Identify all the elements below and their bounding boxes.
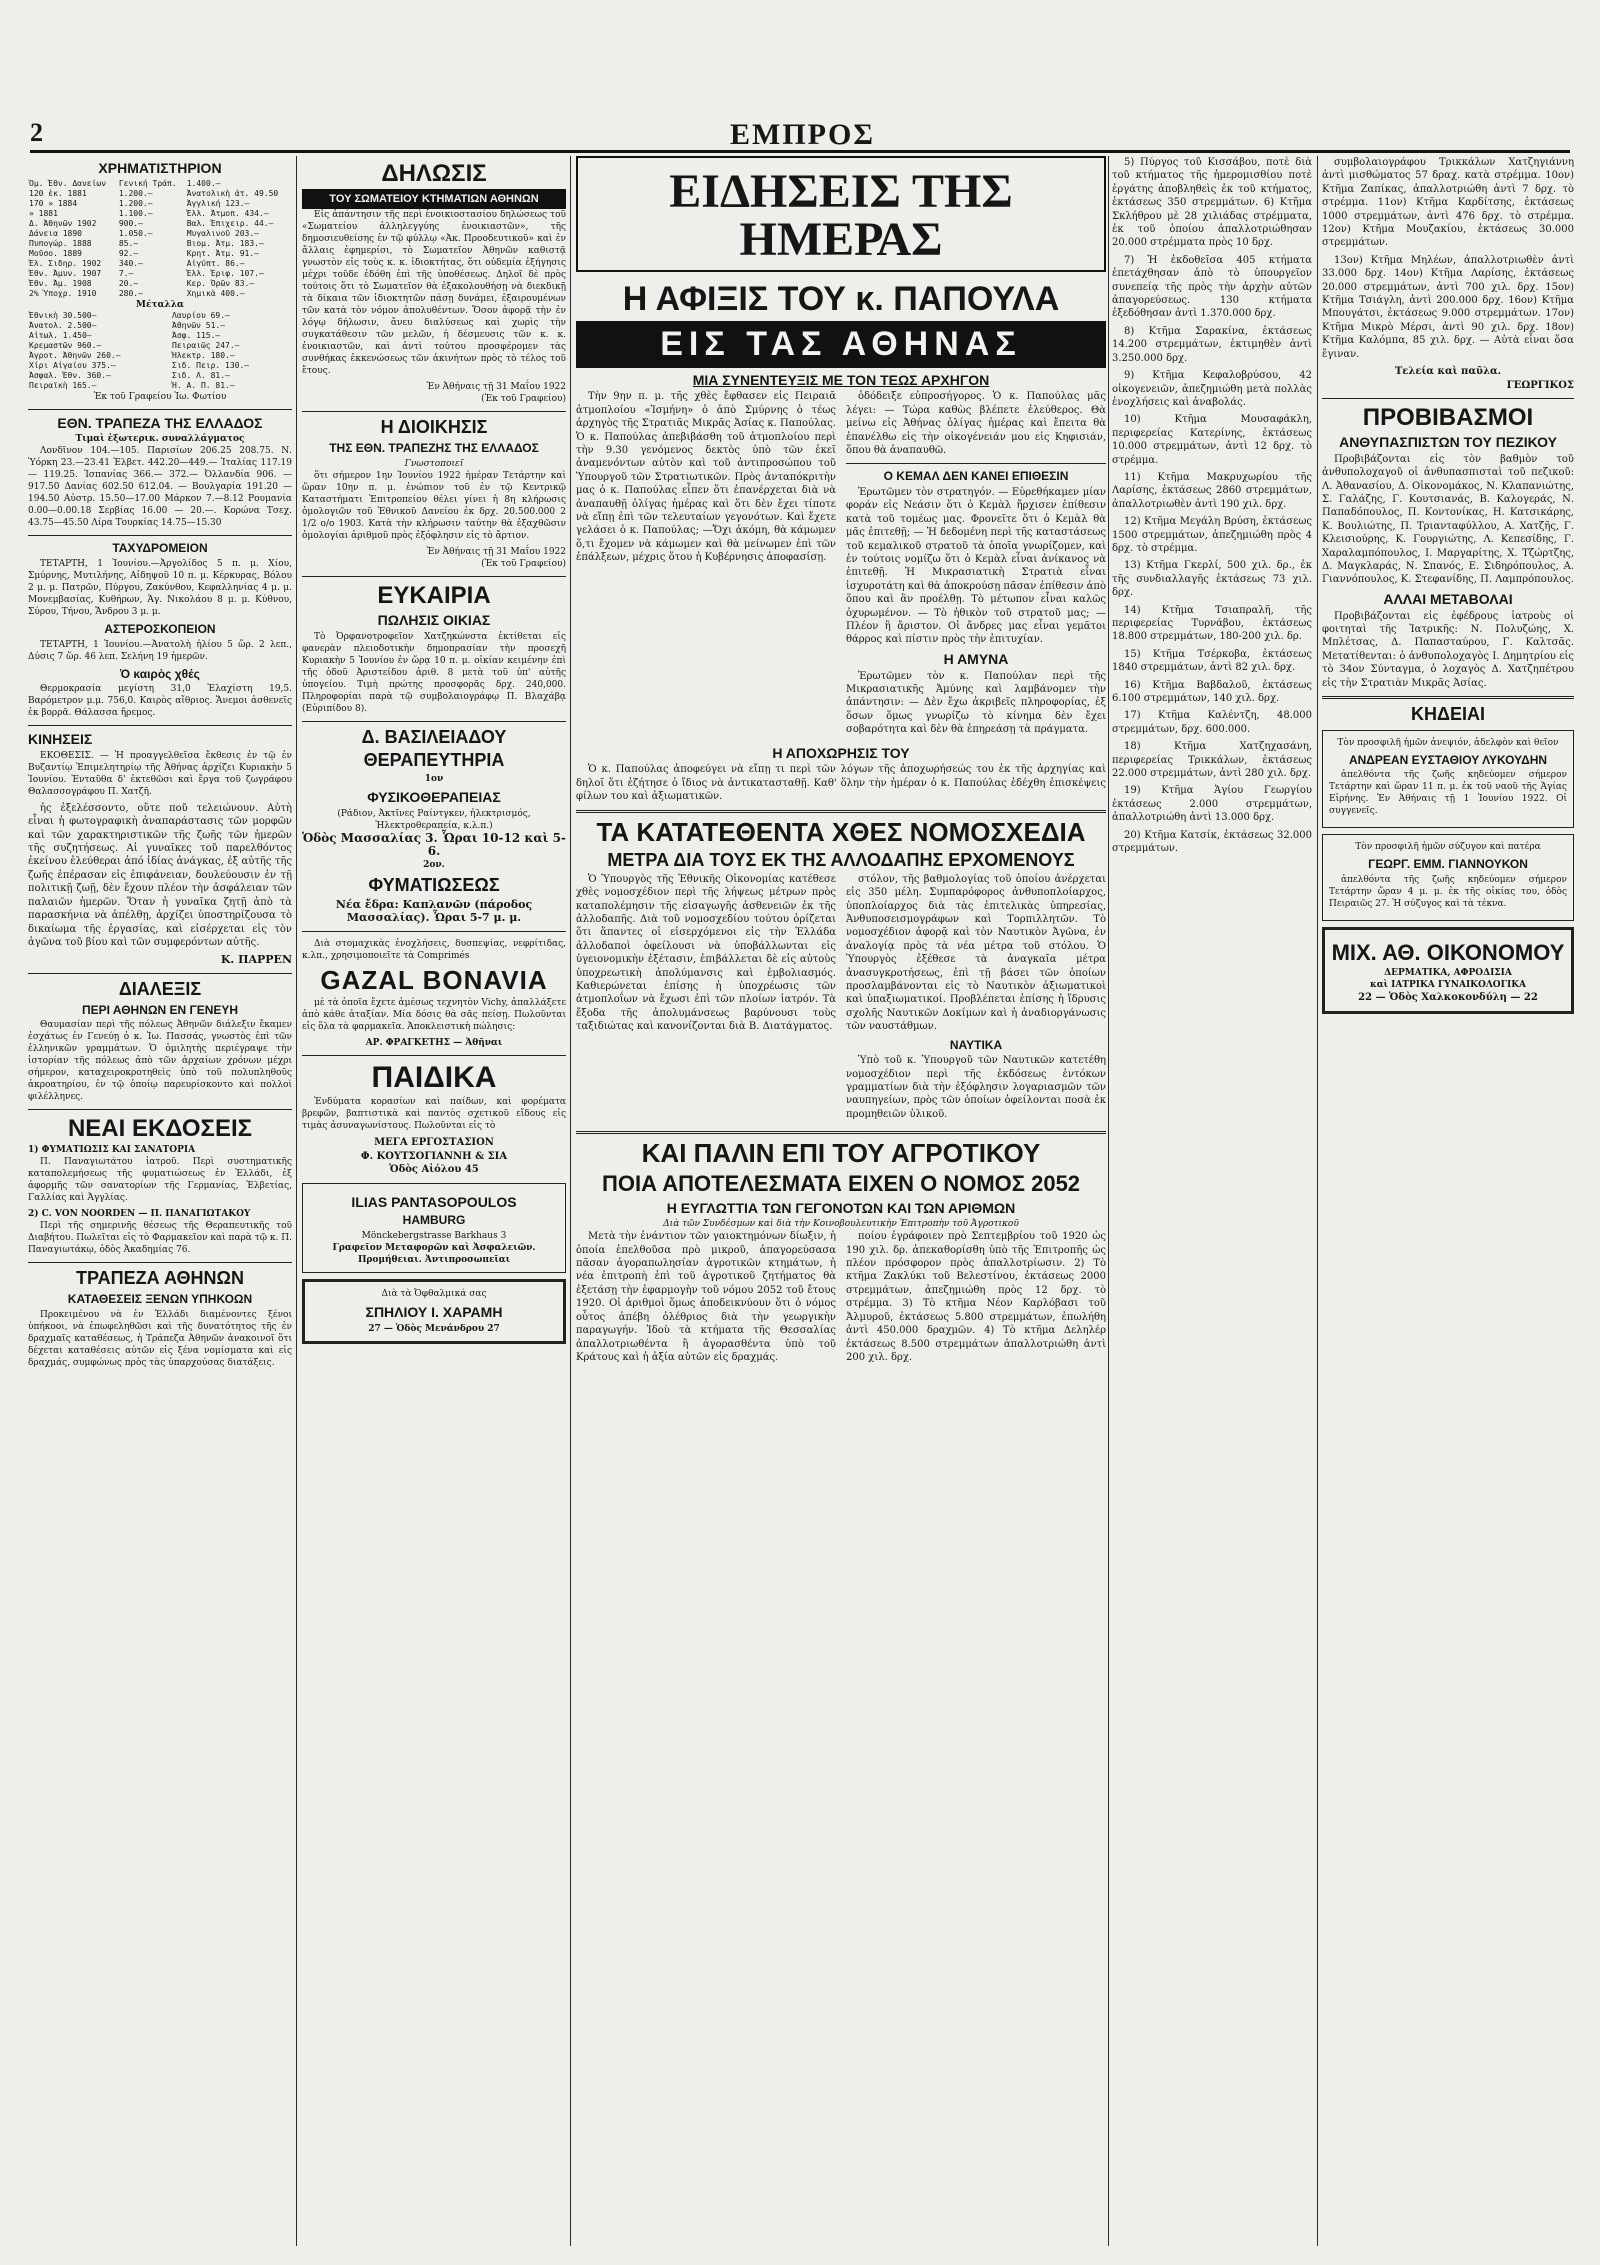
agri-text-right: ποίου ἐγράφοιεν πρὸ Σεπτεμβρίου τοῦ 1920 ὡς 190 χιλ. δρ. ἀπεκαθορίσθη ὑπὸ τῆς Ἐπιτροπῆς ὡς πλέον πρόσφορον πρὸς ἀπαλλοτρίωσιν. 2) Τὸ κτῆμα Ζακλύκι τοῦ Βελεστίνου, ἐκτάσεως 2000 στρεμμάτων, ἀπεζημιώθη πρὸς 12 δρχ. τὸ στρέμμα. 3) Τὸ κτῆμα Νέον Καρλόβασι τοῦ Ἀλμυροῦ, ἐκτάσεως 5.800 στρεμμάτων, ἐπωλήθη ἀντὶ 450.000 δραχμῶν. 4) Τὸ κτῆμα Δεληλέρ ἐκτάσεως 8.500 στρεμμάτων ἀπαλλοτριώθη ἀντὶ 200 χιλ. δρχ. — [846, 1231, 1106, 1363]
promotions-text: Προβιβάζονται εἰς τὸν βαθμὸν τοῦ ἀνθυπολοχαγοῦ οἱ ἀνθυπασπισταὶ τοῦ πεζικοῦ: Λ. Ἀθανασίου, Δ. Οἰκονομάκος, Ν. Κλαπανιώτης, Σ. Γαλάζης, Γ. Κουτσιανάς, Β. Καλογεράς, Ν. Παπαδόπουλος, Π. Κοντονίκας, Η. Κατσικάρης, Κ. Βουλιώτης, Π. Τριανταφύλλου, Α. Χατζῆς, Γ. Κλεισιούρης, Κ. Γουργιώτης, Λ. Κεπεσίδης, Γ. Χαραλαμπόπουλος, Ι. Μαργαρίτης, Χ. Τζώρτζης, Δ. Μαγκλαράς, Ν. Σπανός, Ε. Σιδηρόπουλος, Α. Γιαννόπουλος, Κ. Στεφανίδης, Π. Λαμπρόπουλος. — [1322, 453, 1574, 586]
astro-text: ΤΕΤΑΡΤΗ, 1 Ἰουνίου.—Ἀνατολὴ ἡλίου 5 ὥρ. 2 λεπ., Δύσις 7 ὥρ. 46 λεπ. Σελήνη 19 ἡμερῶν. — [28, 639, 292, 662]
bourse-cell: Ἐθν. Ἀμ. 1908 — [29, 278, 92, 288]
bourse-cell: 1.050.— — [118, 228, 153, 238]
toys-title: ΠΑΙΔΙΚΑ — [371, 1060, 497, 1094]
bourse-row — [28, 371, 292, 381]
sale-subtitle: ΠΩΛΗΣΙΣ ΟΙΚΙΑΣ — [377, 611, 491, 628]
agri-subtitle: ΠΟΙΑ ΑΠΟΤΕΛΕΣΜΑΤΑ ΕΙΧΕΝ Ο ΝΟΜΟΣ 2052 — [601, 1171, 1081, 1197]
bank-title: ΕΘΝ. ΤΡΑΠΕΖΑ ΤΗΣ ΕΛΛΑΔΟΣ — [57, 414, 263, 431]
estate-item: 13) Κτῆμα Γκερλί, 500 χιλ. δρ., ἐκ τῆς συνδιαλλαγῆς ἐκτάσεως 73 χιλ. δρχ. — [1112, 560, 1312, 599]
doctor-title: Δ. ΒΑΣΙΛΕΙΑΔΟΥ — [361, 726, 507, 747]
bourse-footer: Ἐκ τοῦ Γραφείου Ἰω. Φωτίου — [93, 391, 227, 402]
bourse-cell: 340.— — [118, 258, 143, 268]
doctor-address: Ὁδὸς Μασσαλίας 3. Ὧραι 10-12 καὶ 5-6. — [302, 831, 566, 859]
changes-text: Προβιβάζονται εἰς ἐφέδρους ἰατροὺς οἱ φοιτηταὶ τῆς Ἰατρικῆς: Ν. Πολυζώης, Χ. Μπλέτσας, Δ. Παπασταύρου, Γ. Καλτσᾶς. Μετατίθενται: ὁ ἀνθυπολοχαγὸς Ι. Δημητρίου εἰς τὸ 34ον Σύνταγμα, ὁ λοχαγὸς Δ. Χατζηπέτρου εἰς τὴν Στρατιὰν Μικρᾶς Ἀσίας. — [1322, 610, 1574, 689]
story-text: ἡς ἐξελέσσοντο, οὔτε ποῦ τελειώνουν. Αὐτὴ εἶναι ἡ φωτογραφικὴ ἀναπαράστασις τῶν μορφῶν καὶ τῶν χαρακτηριστικῶν τῆς ζωῆς τῶν ἡμερῶν τῆς συζητήσεως. Αἱ γυναῖκες τοῦ παρελθόντος ἐκείνου ἐλεύθεραι ἀπό ἰδίας ἀνάγκας, ἐξ αὐτῆς τῆς ζωῆς ἐπέρασαν εἰς ἐπιφάνειαν, δουλεύουσιν ἐν τῇ πολιτικῇ ζωῇ, δὲν ἔχουν πλέον τὴν ἀσφάλειαν τῶν παλαιῶν ἡμερῶν. Ὅταν ἡ γυναῖκα ζητῇ ἀπὸ τὰ παρασκήνια νὰ ἀπέλθῃ, ἀρχίζει ὑποστηρίζουσα τὸ δικαίωμα τῆς ἐργασίας, καὶ εἰσέρχεται εἰς τὸν ἀγῶνα τοῦ βίου καὶ τῶν συμφερόντων αὐτῆς. — [28, 802, 292, 948]
admin-subtitle-2: Γνωστοποιεῖ — [404, 458, 464, 469]
lecture-subtitle: ΠΕΡΙ ΑΘΗΝΩΝ ΕΝ ΓΕΝΕΥΗ — [81, 1002, 239, 1017]
resign-text: Ὁ κ. Παπούλας ἀποφεύγει νὰ εἴπῃ τι περὶ τῶν λόγων τῆς ἀποχωρήσεώς του ἐκ τῆς ἀρχηγίας καὶ δηλοῖ ὅτι ἐζήτησε ὁ ἴδιος νὰ ἀντικατασταθῇ. Καθ' ὅλην τὴν ἡμέραν ὁ κ. Παπούλας ἐδέχθη ἐπισκέψεις φίλων του καὶ ἀξιωματικῶν. — [576, 764, 1106, 803]
headline-3: ΜΙΑ ΣΥΝΕΝΤΕΥΞΙΣ ΜΕ ΤΟΝ ΤΕΩΣ ΑΡΧΗΓΟΝ — [692, 371, 990, 388]
column-5 — [1322, 156, 1574, 2246]
estate-item: 20) Κτῆμα Κατσίκ, ἐκτάσεως 32.000 στρεμμάτων. — [1112, 829, 1312, 855]
post-title: ΤΑΧΥΔΡΟΜΕΙΟΝ — [112, 541, 208, 556]
bank-subtitle: Τιμαὶ ἐξωτερικ. συναλλάγματος — [75, 434, 245, 445]
lecture-title: ΔΙΑΛΕΞΙΣ — [118, 978, 202, 999]
estates-tail: Τελεία καὶ παῦλα. — [1394, 366, 1502, 378]
funeral-notice-1 — [1322, 730, 1574, 829]
doctor-ad-spec: ΔΕΡΜΑΤΙΚΑ, ΑΦΡΟΔΙΣΙΑ — [1384, 968, 1512, 979]
bourse-cell: Χημικὰ 400.— — [186, 288, 245, 298]
doctor-line-1: 1ον — [424, 774, 444, 785]
bourse-cell: Ἐλλ. Ἐριφ. 107.— — [186, 268, 264, 278]
promotions-subtitle: ΑΝΘΥΠΑΣΠΙΣΤΩΝ ΤΟΥ ΠΕΖΙΚΟΥ — [1339, 434, 1557, 451]
column-2 — [302, 156, 566, 2246]
column-rule — [296, 156, 297, 2246]
lecture-text: Θαυμασίαν περὶ τῆς πόλεως Ἀθηνῶν διάλεξιν ἔκαμεν ἐσχάτως ἐν Γενεύῃ ὁ κ. Ἰω. Πασσάς, γνωστὸς ἐπὶ τῶν ἑλληνικῶν γραμμάτων. Ὁ ὁμιλητὴς περιέγραψε τὴν ἱστορίαν τῆς πόλεως ἀπὸ τῶν ἀρχαίων χρόνων μέχρι σήμερον, καταχειροκροτηθεὶς ὑπὸ τοῦ πολυπληθοῦς ἀκροατηρίου, ἐν τῷ ὁποίῳ παρευρίσκοντο καὶ πολλοὶ φιλέλληνες. — [28, 1020, 292, 1103]
bourse-cell: Ἐθνικὴ 30.500— — [29, 310, 97, 320]
bourse-cell: Ἀγροτ. Ἀθηνῶν 260.— — [29, 350, 121, 360]
page-header — [30, 118, 1570, 153]
bourse-cell: Αἰγύπτ. 86.— — [186, 258, 245, 268]
masthead: ΕΜΠΡΟΣ — [730, 118, 875, 151]
bourse-table-2 — [28, 311, 292, 391]
bourse-cell: Ἀγγλική 123.— — [186, 198, 250, 208]
bourse-table — [28, 179, 292, 299]
bills-text-left: Ὁ Ὑπουργὸς τῆς Ἐθνικῆς Οἰκονομίας κατέθεσε χθὲς νομοσχέδιον περὶ τῆς λήψεως μέτρων πρὸς καταπολέμησιν τῆς εἰσαγωγῆς ἀσθενειῶν ἐκ τῆς ἀλλοδαπῆς. Διὰ τοῦ νομοσχεδίου τούτου ὁρίζεται ὅτι ἅπαντες οἱ εἰσερχόμενοι εἰς τὴν Ἑλλάδα ἀλλοδαποὶ ὀφείλουσι νὰ ὑποβάλλωνται εἰς ὑγειονομικὴν ἐξέτασιν, ἐπιβάλλεται δὲ εἰς αὐτοὺς ὑποχρεωτικὴ ἀπολύμανσις καὶ ἐμβολιασμός. Καθιερώνεται ἐπίσης ἡ ὑποχρέωσις τῶν ἀτμοπλοΐων νὰ ἔχωσι ἐπὶ τῶν πλοίων ἰατρόν. Τὰ ἔξοδα τῆς ἀπολυμάνσεως βαρύνουσι τοὺς ταξιδιώτας καὶ κανονίζονται διὰ Β. Διατάγματος. — [576, 873, 836, 1033]
naval-title: ΝΑΥΤΙΚΑ — [949, 1037, 1003, 1052]
toys-text: Ἐνδύματα κορασίων καὶ παίδων, καὶ φορέματα βρεφῶν, βαπτιστικὰ καὶ παντὸς σχετικοῦ εἴδους εἰς τιμὰς ἀσυναγωνίστους. Πωλοῦνται εἰς τὸ — [302, 1097, 566, 1132]
doctor-ad-name: ΜΙΧ. ΑΘ. ΟΙΚΟΝΟΜΟΥ — [1331, 940, 1565, 966]
bourse-row — [28, 341, 292, 351]
bills-title: ΤΑ ΚΑΤΑΤΕΘΕΝΤΑ ΧΘΕΣ ΝΟΜΟΣΧΕΔΙΑ — [596, 816, 1086, 847]
bourse-cell: Ἀσφαλ. Ἐθν. 360.— — [29, 370, 111, 380]
funeral-2-intro: Τὸν προσφιλῆ ἡμῶν σύζυγον καὶ πατέρα — [1355, 842, 1541, 853]
doctor-line-2: ΦΥΣΙΚΟΘΕΡΑΠΕΙΑΣ — [367, 789, 501, 806]
lead-text-left: Τὴν 9ην π. μ. τῆς χθὲς ἔφθασεν εἰς Πειραιᾶ ἀτμοπλοίου «Ἰσμήνη» ὁ ἀπὸ Σμύρνης ὁ τέως ἀρχηγὸς τῆς Στρατιᾶς Μικρᾶς Ἀσίας κ. Παπούλας. Ὁ κ. Παπούλας ἀπεβιβάσθη τοῦ ἀτμοπλοίου περὶ τὴν 9.30 γενόμενος δεκτὸς ὑπὸ τῶν ἐκεῖ ἀναμενόντων αὐτὸν καὶ τοῦ ἀντιπροσώπου τοῦ Ὑπουργοῦ τῶν Στρατιωτικῶν. Πρὸς ἀνταπόκριτὴν μας ὁ κ. Παπούλας εἶπεν ὅτι ἐπανέρχεται διὰ νὰ ἀναπαυθῇ ὀλίγας ἡμέρας καὶ ὅτι δὲν ἔχει τίποτε νὰ εἴπῃ ἐπὶ τῶν τελευταίων γεγονότων. Καὶ ἔχετε γελάσει ὁ κ. Παπούλας; —Ὄχι ἀκόμη, θὰ κάμωμεν ὅ,τι ἔχομεν νὰ κάμωμεν καὶ θὰ μείνωμεν ἐπὶ τῶν ἐπάλξεων, μέχρις ὅτου ἡ Κυβέρνησις ἀποφασίσῃ. — [576, 391, 836, 564]
admin-subtitle: ΤΗΣ ΕΘΝ. ΤΡΑΠΕΖΗΣ ΤΗΣ ΕΛΛΑΔΟΣ — [329, 441, 539, 456]
post-text: ΤΕΤΑΡΤΗ, 1 Ἰουνίου.—Ἀργολίδος 5 π. μ. Χίου, Σμύρνης, Μυτιλήνης, Αἰδηψοῦ 10 π. μ. Κέρκυρας, Βόλου 2 μ. μ. Πατρῶν, Πύργου, Ζακύνθου, Κεφαλληνίας 4 μ. μ. Μονεμβασίας, Κυθήρων, Ἁγ. Νικολάου 8 μ. μ. Κύθνου, Σύρου, Τήνου, Ἄνδρου 3 μ. μ. — [28, 558, 292, 617]
doctor-line-3: 2ον. — [423, 859, 445, 870]
bourse-cell: Πυπογώρ. 1888 — [29, 238, 92, 248]
agri-story — [576, 1230, 1106, 1368]
ilias-address: Mönckebergstrasse Barkhaus 3 — [361, 1230, 507, 1241]
bourse-row — [28, 189, 292, 199]
headline-1: Η ΑΦΙΞΙΣ ΤΟΥ κ. ΠΑΠΟΥΛΑ — [622, 280, 1060, 318]
column-rule — [1317, 156, 1318, 2246]
funeral-1-text: ἀπελθόντα τῆς ζωῆς κηδεύομεν σήμερον Τετάρτην καὶ ὥραν 11 π. μ. ἐκ τοῦ ναοῦ τῆς Ἁγίας Εἰρήνης. Ἐν Ἀθήναις τῇ 1 Ἰουνίου 1922. Οἱ συγγενεῖς. — [1329, 770, 1567, 817]
bourse-cell: Πειραϊκὴ 165.— — [29, 380, 97, 390]
bourse-cell: Μυγαλινοῦ 203.— — [186, 228, 259, 238]
funeral-1-name: ΑΝΔΡΕΑΝ ΕΥΣΤΑΘΙΟΥ ΛΥΚΟΥΔΗΝ — [1348, 752, 1548, 767]
bills-subtitle: ΜΕΤΡΑ ΔΙΑ ΤΟΥΣ ΕΚ ΤΗΣ ΑΛΛΟΔΑΠΗΣ ΕΡΧΟΜΕΝΟΥΣ — [607, 849, 1075, 870]
bourse-cell: Δ. Ἀθηνῶν 1902 — [29, 218, 97, 228]
resign-title: Η ΑΠΟΧΩΡΗΣΙΣ ΤΟΥ — [772, 744, 910, 761]
estate-item: 10) Κτῆμα Μουσαφάκλη, περιφερείας Κατερίνης, ἐκτάσεως 10.000 στρεμμάτων, ἀντὶ 12 δρχ. τὸ στρέμμα. — [1112, 414, 1312, 466]
funerals-title: ΚΗΔΕΙΑΙ — [1411, 703, 1485, 724]
headline-2: ΕΙΣ ΤΑΣ ΑΘΗΝΑΣ — [576, 321, 1106, 368]
kemal-text: Ἐρωτῶμεν τὸν στρατηγόν. — Εὑρεθήκαμεν μίαν φοράν εἰς Νεάσιν ὅτι ὁ Κεμὰλ ἤρχισεν ἐπίθεσιν κατὰ τοῦ τομέως μας. Φρονεῖτε ὅτι ὁ Κεμὰλ θὰ μᾶς ἐπιτεθῇ; — Ἡ δεδομένη περὶ τῆς καταστάσεως τοῦ κεμαλικοῦ στρατοῦ τὰ ὁποῖα γνωρίζομεν, καὶ ἐν τούτοις νομίζω ὅτι ὁ Κεμὰλ εἶναι ἀνίκανος νὰ ἐπιτεθῇ. Ἡ Μικρασιατικὴ Στρατιὰ εἶναι ἰσχυροτάτη καὶ θὰ ἀποκρούσῃ πᾶσαν ἐπίθεσιν ἀπὸ ὅπου καὶ ἂν προέλθῃ. Τὸ μέτωπον εἶναι καλῶς ὀχυρωμένον. — Τὸ ἠθικὸν τοῦ στρατοῦ μας; — Πλέον ἢ ἄριστον. Οἱ ἄνδρες μας εἶναι γεμᾶτοι θάρρος καὶ πίστιν πρὸς τὴν ἐπιτυχίαν. — [846, 487, 1106, 646]
bourse-row — [28, 381, 292, 391]
bourse-cell: 1.400.— — [186, 178, 221, 188]
estate-item: 16) Κτῆμα Βαβδαλοῦ, ἐκτάσεως 6.100 στρεμμάτων, 140 χιλ. δρχ. — [1112, 679, 1312, 705]
agri-text-left: Μετὰ τὴν ἐνάντιον τῶν γαιοκτημόνων δίωξιν, ἡ ὁποία ἐπελθοῦσα πρὸ μικροῦ, ἀπαγορεύσασα πᾶσαν ἀγοραπωλησίαν ἀγροτικῶν κτημάτων, ἡ νέα ἐπιτροπὴ ἐπὶ τοῦ ἀγροτικοῦ ζητήματος θὰ ἐξετάσῃ τὴν ἐφαρμογὴν τοῦ νόμου 2052 τοῦ ἔτους 1920. Οἱ ἀριθμοὶ ὅμως ἀποδεικνύουν ὅτι ὁ νόμος οὗτος ἀπέβη ὀλέθριος διὰ τὴν γεωργικὴν παραγωγήν. Ἰδοὺ τὰ κτήματα τῆς Θεσσαλίας ἀπαλλοτριωθέντα ἢ ἀγορασθέντα ὑπὸ τοῦ Κράτους καὶ ἡ ἀξία αὐτῶν εἰς δραχμάς. — [576, 1231, 836, 1363]
bourse-cell: Ἡλεκτρ. 180.— — [172, 350, 235, 360]
toys-owner: Φ. ΚΟΥΤΣΟΓΙΑΝΝΗ & ΣΙΑ — [360, 1150, 508, 1162]
funeral-1-intro: Τὸν προσφιλῆ ἡμῶν ἀνεψιόν, ἀδελφὸν καὶ θεῖον — [1337, 737, 1559, 748]
bourse-cell: Βιομ. Ἀτμ. 183.— — [186, 238, 264, 248]
estate-item: 19) Κτῆμα Ἁγίου Γεωργίου ἐκτάσεως 2.000 στρεμμάτων, ἀπαλλοτριώθη ἀντὶ 13.000 δρχ. — [1112, 785, 1312, 824]
bourse-cell: Σιδ. Λ. 81.— — [172, 370, 230, 380]
page-number: 2 — [30, 118, 43, 147]
bourse-cell: 120 ἐκ. 1881 — [29, 188, 87, 198]
bourse-cell: 900.— — [118, 218, 143, 228]
estate-item: 9) Κτῆμα Κεφαλοβρύσου, 42 οἰκογενειῶν, ἀπεζημιώθη μετὰ πολλὰς ἐνοχλήσεις καὶ ἀναβολάς. — [1112, 370, 1312, 408]
agri-subtitle-3: Διὰ τῶν Συνδέσμων καὶ διὰ τὴν Κοινοβουλευτικὴν Ἐπιτροπὴν τοῦ Ἀγροτικοῦ — [663, 1219, 1019, 1230]
changes-title: ΑΛΛΑΙ ΜΕΤΑΒΟΛΑΙ — [1383, 590, 1513, 607]
ilias-title: ILIAS PANTASOPOULOS — [351, 1193, 517, 1210]
bank2-subtitle: ΚΑΤΑΘΕΣΕΙΣ ΞΕΝΩΝ ΥΠΗΚΟΩΝ — [67, 1292, 253, 1307]
bourse-row — [28, 219, 292, 229]
sale-text: Τὸ Ὀρφανοτροφεῖον Χατζηκώνστα ἐκτίθεται εἰς φανερὰν πλειοδοτικὴν δημοπρασίαν τὴν προσεχῆ Κυριακὴν 5 Ἰουνίου ἐν ὥρᾳ 10 π. μ. οἰκίαν κειμένην ἐπὶ τῆς ὁδοῦ Ἀριστείδου ἀριθ. 8 μετὰ τοῦ ὑπ' αὐτῆς ὑπογείου. Τιμὴ πρώτης προσφορᾶς δρχ. 240,000. Πληροφορίαι παρὰ τῷ συμβολαιογράφῳ Π. Βλαχάβᾳ (Εὐριπίδου 8). — [302, 631, 566, 714]
bank2-title: ΤΡΑΠΕΖΑ ΑΘΗΝΩΝ — [76, 1268, 244, 1289]
agri-subtitle-2: Η ΕΥΓΛΩΤΤΙΑ ΤΩΝ ΓΕΓΟΝΟΤΩΝ ΚΑΙ ΤΩΝ ΑΡΙΘΜΩΝ — [666, 1199, 1016, 1216]
funeral-notice-2 — [1322, 834, 1574, 921]
optician-name: ΣΠΗΛΙΟΥ Ι. ΧΑΡΑΜΗ — [365, 1303, 503, 1320]
kemal-title: Ο ΚΕΜΑΛ ΔΕΝ ΚΑΝΕΙ ΕΠΙΘΕΣΙΝ — [883, 469, 1069, 484]
doctor-address-2: Νέα ἔδρα: Καπλανῶν (πάροδος Μασσαλίας). Ὧραι 5-7 μ. μ. — [335, 897, 533, 925]
doctor-ad-address: 22 — Ὁδὸς Χαλκοκονδύλη — 22 — [1358, 992, 1538, 1004]
doctor-ad — [1322, 927, 1574, 1014]
bourse-cell: 1.100.— — [118, 208, 153, 218]
optician-ad — [302, 1279, 566, 1344]
bourse-cell: Ἡ. Α. Π. 81.— — [172, 380, 235, 390]
bourse-cell: 20.— — [118, 278, 139, 288]
news-banner-title: ΕΙΔΗΣΕΙΣ ΤΗΣ ΗΜΕΡΑΣ — [669, 165, 1013, 266]
bank-text: Λονδῖνον 104.—105. Παρισίων 206.25 208.75. Ν. Ὑόρκη 23.—23.41 Ἑλβετ. 442.20—449.— Ἰταλίας 117.19— 119.25. Ἱσπανίας 366.— 372.— Ὀλλανδία 906. — 917.50 Δανίας 602.50 612.04. — Βουλγαρία 191.20 — 194.50 Αὐστρ. 15.50—17.00 Μάρκον 7.—8.12 Ρουμανία 0.00—0.00.18 Σερβίας 16.00 — 20.—. Κορώνα Τσεχ. 43.75—45.50 Λίρα Τουρκίας 14.75—15.30 — [28, 446, 292, 529]
bourse-cell: 1.200.— — [118, 188, 153, 198]
doctor-text: (Ράδιον, Ἀκτῖνες Ραίντγκεν, ἠλεκτρισμός, Ἠλεκτροθεραπεία, κ.λ.π.) — [337, 809, 531, 832]
bourse-cell: Βαλ. Ἐπιχειρ. 44.— — [186, 218, 274, 228]
column-1 — [28, 156, 292, 2246]
estate-item: 15) Κτῆμα Τσέρκοβα, ἐκτάσεως 1840 στρεμμάτων, ἀντὶ 82 χιλ. δρχ. — [1112, 648, 1312, 674]
bourse-cell: » 1881 — [29, 208, 58, 218]
funeral-2-text: ἀπελθόντα τῆς ζωῆς κηδεύομεν σήμερον Τετάρτην ὥραν 4 μ. μ. ἐκ τῆς οἰκίας του, ὁδὸς Πειραιῶς 27. Ἡ σύζυγος καὶ τὰ τέκνα. — [1329, 875, 1567, 910]
bourse-subtitle: Μέταλλα — [136, 299, 184, 310]
doctor-subtitle: ΘΕΡΑΠΕΥΤΗΡΙΑ — [363, 750, 505, 771]
bourse-row — [28, 229, 292, 239]
estate-item: 11) Κτῆμα Μακρυχωρίου τῆς Λαρίσης, ἐκτάσεως 2860 στρεμμάτων, ἀπαλλοτριωθὲν ἀντὶ 190 χιλ. δρχ. — [1112, 471, 1312, 510]
optician-address: 27 — Ὁδὸς Μενάνδρου 27 — [368, 1323, 500, 1334]
astro-title: ΑΣΤΕΡΟΣΚΟΠΕΙΟΝ — [104, 621, 216, 636]
story-signature: Κ. ΠΑΡΡΕΝ — [220, 953, 292, 967]
bourse-row — [28, 279, 292, 289]
lead-story — [576, 390, 1106, 740]
bourse-cell: Λαυρίου 69.— — [172, 310, 230, 320]
books-item-2-text: Περὶ τῆς σημερινῆς θέσεως τῆς Θεραπευτικῆς τοῦ Διαβήτου. Πωλεῖται εἰς τὸ Φαρμακεῖον καὶ παρὰ τῷ κ. Π. Παναγιωτάκῳ, ὁδὸς Ἀκαδημίας 76. — [28, 1221, 292, 1256]
gazal-text: μὲ τὰ ὁποῖα ἔχετε ἀμέσως τεχνητὸν Vichy, ἀπαλλάξετε ἀπὸ κάθε ἀταξίαν. Μία δόσις θὰ σᾶς πείσῃ. Πωλοῦνται εἰς ὅλα τὰ φαρμακεῖα. Ἀποκλειστικὴ πώλησις: — [302, 997, 566, 1032]
admin-date: Ἐν Ἀθήναις τῇ 31 Μαΐου 1922 — [426, 546, 566, 557]
gazal-address: ΑΡ. ΦΡΑΓΚΕΤΗΣ — Ἀθῆναι — [365, 1037, 503, 1048]
estate-item: 14) Κτῆμα Τσιαπραλῆ, τῆς περιφερείας Τυρνάβου, ἐκτάσεως 18.800 στρεμμάτων, 180-200 χιλ. δρ. — [1112, 604, 1312, 643]
estate-item: 7) Ἡ ἐκδοθεῖσα 405 κτήματα ἐπετάχθησαν ἀπὸ τὸ ὑπουργεῖον συνεπείᾳ τῆς πρὸς τὴν ἀρχὴν αὐτῶν ἀπαγορεύσεως. 130 κτήματα ἐξεδόθησαν ἀντὶ 1.370.000 δρχ. — [1112, 254, 1312, 320]
bourse-cell: 170 » 1884 — [29, 198, 78, 208]
bourse-row — [28, 239, 292, 249]
bourse-row — [28, 259, 292, 269]
bourse-cell: Ἀσφ. 115.— — [172, 330, 221, 340]
books-item-2: 2) C. VON NOORDEN — Π. ΠΑΝΑΓΙΩΤΑΚΟΥ — [28, 1209, 251, 1220]
doctor-ad-spec-2: καὶ ΙΑΤΡΙΚΑ ΓΥΝΑΙΚΟΛΟΓΙΚΑ — [1369, 980, 1527, 991]
moves-title: ΚΙΝΗΣΕΙΣ — [28, 731, 93, 748]
bills-text-right: στόλον, τῆς βαθμολογίας τοῦ ὁποίου ἀνέρχεται εἰς 350 μέλη. Συμπαρόφορος ἀνθυποπλοίαρχος, ὑποπλοίαρχος διὰ τὰς ἐπιτελικὰς ὑπηρεσίας, Ἀνθυποσεισμογράφων καὶ Τορπιλλητῶν. Τὸ νομοσχέδιον ἀφορᾷ καὶ τὸν Ναυτικὸν Ἀγῶνα, ἐν ἀναλογίᾳ πρὸς τὰ νέα μέτρα τοῦ στόλου. Ὁ Ὑπουργὸς ἐξέθεσε τὰ ἀναγκαῖα μέτρα ἀνασυγκροτήσεως, ἐπὶ τῇ βάσει τῶν ὁποίων προσλαμβάνονται εἰς τὸ Ναυτικὸν ἀξιωματικοὶ καὶ ὑπαξιωματικοί. Προβλέπεται ἐπίσης ἡ ἵδρυσις σχολῆς Ναυτικῶν Δοκίμων καὶ ἡ ἀναδιοργάνωσις τῶν ναυστάθμων. — [846, 873, 1106, 1033]
bourse-cell: 2% Ὑποχρ. 1910 — [29, 288, 97, 298]
bourse-cell: Κρεμαστῶν 960.— — [29, 340, 102, 350]
bourse-cell: 1.200.— — [118, 198, 153, 208]
estate-item: 17) Κτῆμα Καλέντζη, 48.000 στρεμμάτων, δρχ. 600.000. — [1112, 710, 1312, 735]
books-item-1: 1) ΦΥΜΑΤΙΩΣΙΣ ΚΑΙ ΣΑΝΑΤΟΡΙΑ — [28, 1145, 196, 1156]
gazal-intro: Διὰ στομαχικὰς ἐνοχλήσεις, δυσπεψίας, νεφρίτιδας, κ.λπ., χρησιμοποιεῖτε τὰ Comprimés — [302, 938, 566, 961]
estates-list — [1112, 254, 1312, 856]
bourse-row — [28, 361, 292, 371]
bourse-cell: 85.— — [118, 238, 139, 248]
news-banner — [576, 156, 1106, 272]
bourse-row — [28, 289, 292, 299]
ilias-text: Γραφεῖον Μεταφορῶν καὶ Ἀσφαλειῶν. Προμήθειαι. Ἀντιπροσωπεῖαι — [332, 1242, 536, 1265]
defense-title: Η ΑΜΥΝΑ — [943, 650, 1009, 667]
bourse-cell: Χίρι Αἰγαίου 375.— — [29, 360, 116, 370]
bourse-cell: Ἀθηνῶν 51.— — [172, 320, 226, 330]
toys-shop: ΜΕΓΑ ΕΡΓΟΣΤΑΣΙΟΝ — [374, 1137, 494, 1149]
estate-item: 18) Κτῆμα Χατζηχασάνη, περιφερείας Τρικκάλων, ἐκτάσεως 22.000 στρεμμάτων, ἀντὶ 280 χιλ. δρχ. — [1112, 741, 1312, 780]
bourse-row — [28, 249, 292, 259]
books-item-1-text: Π. Παναγιωτάτου ἰατροῦ. Περὶ συστηματικῆς καταπολεμήσεως τῆς φυματιώσεως ἐν Ἑλλάδι, ἐξ ἀφορμῆς τῶν σανατορίων τῆς Γερμανίας, Ἑλβετίας, Γαλλίας καὶ Ἀγγλίας. — [28, 1157, 292, 1204]
toys-address: Ὁδὸς Αἰόλου 45 — [389, 1164, 479, 1176]
moves-text: ΕΚΟΘΕΣΙΣ. — Ἡ προαγγελθεῖσα ἔκθεσις ἐν τῷ ἐν Βυζαντίῳ Ἐπιμελητηρίῳ τῆς Ἀθήνας ἀρχίζει Κυριακὴν 5 Ἰουνίου. Ἐνταῦθα δ' ἐκτεθῶσι καὶ ἔργα τοῦ ζωγράφου Θαλασσογράφου Π. Χατζῆ. — [28, 750, 292, 797]
bourse-row — [28, 209, 292, 219]
bourse-cell: Ὁμ. Ἐθν. Δανείων — [29, 178, 107, 188]
bourse-cell: Δάνεια 1890 — [29, 228, 82, 238]
admin-signature: (Ἐκ τοῦ Γραφείου) — [481, 558, 566, 569]
bourse-row — [28, 179, 292, 189]
sale-title: ΕΥΚΑΙΡΙΑ — [377, 581, 491, 609]
bourse-cell: Ἐλ. Σιδηρ. 1902 — [29, 258, 102, 268]
defense-text: Ἐρωτῶμεν τὸν κ. Παπούλαν περὶ τῆς Μικρασιατικῆς Ἀμύνης καὶ λαμβάνομεν τὴν ἀπάντησιν: — Δὲν ἔχω ἀκριβεῖς πληροφορίας, ἐξ ὅσων ὅμως γνωρίζω τὸ κίνημα δὲν ἔχει σοβαρότητα καὶ δὲν θὰ ἐπηρεάσῃ τὰ πράγματα. — [846, 670, 1106, 736]
bank2-text: Προκειμένου νὰ ἐν Ἑλλάδι διαμένοντες ξένοι ὑπήκοοι, νὰ ἐπωφεληθῶσι καὶ τῆς δυνατότητος τῆς ἐν δραχμαῖς καταθέσεως, ἡ Τράπεζα Ἀθηνῶν ἀνακοινοῖ ὅτι δέχεται καταθέσεις αὐτῶν εἰς ξένα νομίσματα καὶ εἰς δραχμάς, συμφώνως πρὸς τὰς ὑπαρχούσας διατάξεις. — [28, 1309, 292, 1368]
bourse-cell: Ἑλλ. Ἀτμοπ. 434.— — [186, 208, 269, 218]
agri-signature: ΓΕΩΡΓΙΚΟΣ — [1506, 379, 1574, 391]
bourse-cell: Αἰτωλ. 1.450— — [29, 330, 92, 340]
optician-intro: Διὰ τὰ Ὀφθαλμικά σας — [381, 1288, 487, 1299]
weather-text: Θερμοκρασία μεγίστη 31,0 Ἐλαχίστη 19,5. Βαρόμετρον μ.μ. 756,0. Καιρὸς αἴθριος. Ἄνεμοι ἀσθενεῖς ἐκ βορρᾶ. Θάλασσα ἤρεμος. — [28, 684, 292, 719]
bourse-row — [28, 321, 292, 331]
bourse-cell: Κερ. Ὀρῶν 83.— — [186, 278, 255, 288]
bourse-cell: 7.— — [118, 268, 134, 278]
lead-text-right: ὁδόδειξε εὐπροσήγορος. Ὁ κ. Παπούλας μᾶς λέγει: — Τώρα καθὼς βλέπετε ἐλεύθερος. Θὰ μείνω εἰς Ἀθήνας ὀλίγας ἡμέρας καὶ ἔπειτα θὰ ἐπανέλθω εἰς τὴν οἰκογένειάν μου εἰς Κηφισιάν, ὅπου θὰ ἀναπαυθῶ. — [846, 391, 1106, 456]
ilias-ad — [302, 1183, 566, 1273]
bourse-row — [28, 351, 292, 361]
gazal-title: GAZAL BONAVIA — [320, 964, 548, 995]
naval-text: Ὑπὸ τοῦ κ. Ὑπουργοῦ τῶν Ναυτικῶν κατετέθη νομοσχέδιον περὶ τῆς ἐκδόσεως ἐντόκων γραμματίων διὰ τὴν ἐξόφλησιν λογαριασμῶν τῶν ναυπηγείων, πρὸς τῶν ὁποίων ὀφείλονται ποσὰ ἐκ προμηθειῶν ὑλικοῦ. — [846, 1055, 1106, 1120]
funeral-2-name: ΓΕΩΡΓ. ΕΜΜ. ΓΙΑΝΝΟΥΚΟΝ — [1368, 857, 1528, 872]
estates-intro: 5) Πύργος τοῦ Κισσάβου, ποτὲ διὰ τοῦ κτήματος τῆς ἡμερομισθίου ποτὲ ἐργάτης ἀποβληθεὶς ἐκ τοῦ κτήματος, ἐκτάσεως 350 στρεμμάτων. 6) Κτῆμα Σκλήθρου μὲ 28 χιλιάδας στρέμματα, ἐκ τοῦ ὁποίου ἀπαλλοτριώθησαν 20.000 στρέμματα πρὸς 10 δρχ. — [1112, 157, 1312, 249]
bourse-row — [28, 311, 292, 321]
column-3 — [576, 156, 1106, 2246]
bourse-title: ΧΡΗΜΑΤΙΣΤΗΡΙΟΝ — [98, 160, 222, 176]
agri-title: ΚΑΙ ΠΑΛΙΝ ΕΠΙ ΤΟΥ ΑΓΡΟΤΙΚΟΥ — [641, 1138, 1041, 1169]
doctor-line-4: ΦΥΜΑΤΙΩΣΕΩΣ — [368, 874, 500, 895]
column-rule — [570, 156, 571, 2246]
decl-date: Ἐν Ἀθήναις τῇ 31 Μαΐου 1922 — [426, 382, 566, 393]
bourse-row — [28, 331, 292, 341]
weather-title: Ὁ καιρὸς χθές — [120, 666, 200, 681]
estate-item: 12) Κτῆμα Μεγάλη Βρύση, ἐκτάσεως 1500 στρεμμάτων, ἀπεζημιώθη πρὸς 4 δρχ. τὸ στρέμμα. — [1112, 516, 1312, 554]
ilias-city: HAMBURG — [402, 1213, 466, 1228]
decl-title: ΔΗΛΩΣΙΣ — [381, 160, 487, 187]
estates-more: 13ον) Κτῆμα Μηλέων, ἀπαλλοτριωθὲν ἀντὶ 33.000 δρχ. 14ον) Κτῆμα Λαρίσης, ἐκτάσεως 20.000 στρεμμάτων, ἀντὶ 700 χιλ. δρχ. 15ον) Κτῆμα Τσιάγλη, ἀντὶ 200.000 δρχ. 16ον) Κτῆμα Μπουγάτσι, ἐκτάσεως 9.000 στρεμμάτων. 17ον) Κτῆμα Μικρὸ Μέρσι, ἀντὶ 90 χιλ. δρχ. 18ον) Κτῆμα Καλόμπα, 85 χιλ. δρχ. — Αὐτὰ εἶναι ὅσα ἔγιναν. — [1322, 254, 1574, 360]
bourse-row — [28, 269, 292, 279]
column-4 — [1112, 156, 1312, 2246]
bourse-cell: Κρητ. Ἀτμ. 91.— — [186, 248, 259, 258]
bourse-cell: 92.— — [118, 248, 139, 258]
decl-subtitle: ΤΟΥ ΣΩΜΑΤΕΙΟΥ ΚΤΗΜΑΤΙΩΝ ΑΘΗΝΩΝ — [302, 189, 566, 209]
column-rule — [1108, 156, 1109, 2246]
promotions-title: ΠΡΟΒΙΒΑΣΜΟΙ — [1362, 403, 1534, 431]
estates-continued: συμβολαιογράφου Τρικκάλων Χατζηγιάννη ἀντὶ μισθώματος 57 δραχ. κατὰ στρέμμα. 10ον) Κτῆμα Ζαπίκας, ἀπαλλοτριώθη ἀντὶ 7 δρχ. τὸ στρέμμα. 11ον) Κτῆμα Καρδίτσης, ἐκτάσεως 1000 στρεμμάτων, ἀντὶ 476 δρχ. τὸ στρέμμα. 12ον) Κτῆμα Μουζακίου, ἐκτάσεως 30.000 στρεμμάτων. — [1322, 157, 1574, 249]
bills-story — [576, 873, 1106, 1126]
bourse-cell: Μοῦσο. 1889 — [29, 248, 82, 258]
admin-text: ὅτι σήμερον 1ην Ἰουνίου 1922 ἡμέραν Τετάρτην καὶ ὥραν 10ην π. μ. ἐνώπιον τοῦ ἐν τῷ Κεντρικῷ Καταστήματι Ἐπιτροπείου θέλει γίνει ἡ 8η κλήρωσις ὁμολογιῶν τοῦ Ἐθνικοῦ Δανείου ἐκ δρχ. 20.500.000 2 1/2 ο/ο 1903. Κατὰ τὴν κλήρωσιν ταύτην θὰ ἐξαχθῶσιν ὁμολογίαι ἀριθμοῦ πρὸς ἐξόφλησιν εἰς τὸ ἄρτιον. — [302, 470, 566, 541]
bourse-cell: Ἐθν. Ἀμυν. 1907 — [29, 268, 102, 278]
admin-title: Η ΔΙΟΙΚΗΣΙΣ — [380, 417, 488, 438]
decl-text: Εἰς ἀπάντησιν τῆς περὶ ἐνοικιοστασίου δηλώσεως τοῦ «Σωματείου ἀλληλεγγύης ἐνοικιαστῶν», τῆς δημοσιευθείσης ἐν τῷ φύλλῳ «Ἀκ. Προοδευτικοῦ» καὶ ἐν ἄλλαις ἐφημερίσι, τὸ Σωματεῖον Ἀθηνῶν καθιστᾷ γνωστὸν εἰς τοὺς κ. κ. ἰδιοκτήτας, ὅτι οὐδεμία ἐξήγησις μέχρι τοῦδε ἐδόθη ἐπὶ τῆς ὑποθέσεως. Δηλοῖ δὲ πρὸς τούτοις ὅτι τὸ Σωματεῖον θὰ ἐξακολουθήσῃ νὰ διεκδικῇ τὰ δίκαια τῶν ἰδιοκτητῶν πάσῃ δυνάμει, ἐξαιρουμένων τῶν κατὰ τὸν νόμον ἀπολυθέντων. Ὅσον ἀφορᾷ τὴν ἐν λόγῳ δήλωσιν, ἄνευ διαλύσεως καὶ χωρὶς τὴν συγκατάθεσιν τῶν μελῶν, ἡ δέσμευσις τῶν κ. κ. ἐνοικιαστῶν, καὶ ἀντὶ τούτου προσφέρομεν τὰς συνθήκας ἐκκενώσεως τῶν ἀκινήτων πρὸς τὸ τέλος τοῦ ἔτους. — [302, 210, 566, 377]
bourse-cell: Σιδ. Πειρ. 130.— — [172, 360, 250, 370]
bourse-cell: Ἀνατολ. 2.500— — [29, 320, 97, 330]
bourse-cell: Ἀνατολικὴ ἀτ. 49.50 — [186, 188, 279, 198]
books-title: ΝΕΑΙ ΕΚΔΟΣΕΙΣ — [67, 1115, 253, 1143]
bourse-cell: 280.— — [118, 288, 143, 298]
bourse-row — [28, 199, 292, 209]
bourse-cell: Γενική Τράπ. — [118, 178, 177, 188]
decl-signature: (Ἐκ τοῦ Γραφείου) — [481, 394, 566, 405]
bourse-cell: Πειραιῶς 247.— — [172, 340, 240, 350]
estate-item: 8) Κτῆμα Σαρακίνα, ἐκτάσεως 14.200 στρεμμάτων, ἐκτιμηθὲν ἀντὶ 3.250.000 δρχ. — [1112, 325, 1312, 364]
